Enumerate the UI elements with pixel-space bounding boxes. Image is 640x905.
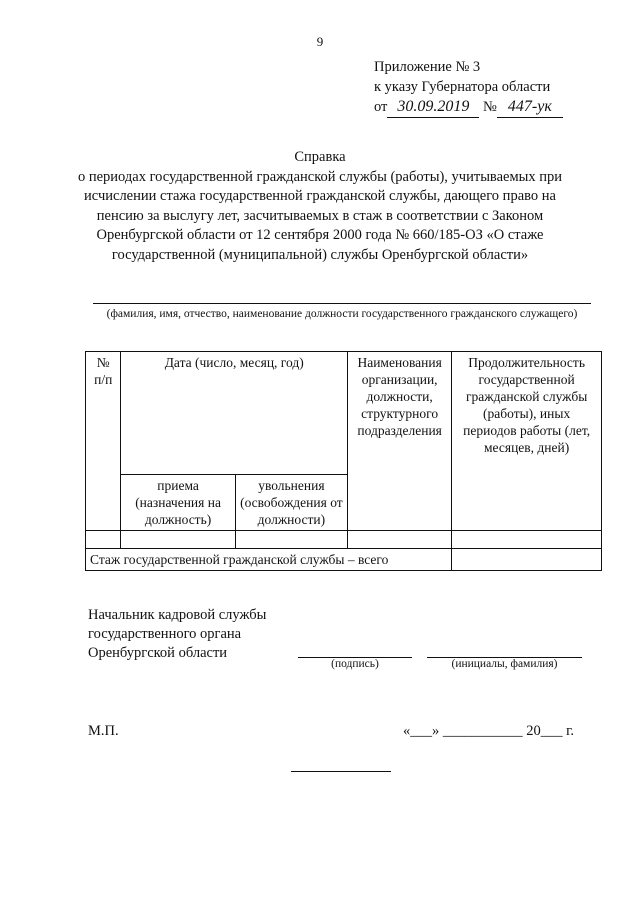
title-heading: Справка <box>294 149 346 165</box>
table-total-row <box>86 549 602 571</box>
subheader-dismiss: увольнения (освобождения от должности) <box>235 475 347 531</box>
signer-line2: государственного органа <box>88 626 242 642</box>
table-row <box>86 531 602 549</box>
appendix-date-line <box>374 97 563 118</box>
decree-number: 447-ук <box>497 97 563 118</box>
appendix-subtitle: к указу Губернатора области <box>374 79 551 95</box>
signer-line3: Оренбургской области <box>88 645 228 661</box>
table-cell <box>452 531 602 549</box>
closing-divider <box>291 771 391 772</box>
header-org: Наименования организации, должности, структурного подразделения <box>348 352 452 531</box>
signature-block <box>88 606 266 663</box>
total-label: Стаж государственной гражданской службы – всего <box>86 549 452 571</box>
name-caption: (инициалы, фамилия) <box>451 658 558 670</box>
appendix-title: Приложение № 3 <box>374 59 481 75</box>
decree-date: 30.09.2019 <box>387 97 479 118</box>
total-value <box>452 549 602 571</box>
fio-line <box>93 303 591 304</box>
table-cell <box>348 531 452 549</box>
periods-table <box>85 351 602 571</box>
date-field: «___» ___________ 20___ г. <box>403 723 575 739</box>
fio-caption: (фамилия, имя, отчество, наименование должности государственного гражданского служащего) <box>106 308 578 320</box>
appendix-block <box>374 57 563 118</box>
number-prefix: № <box>483 99 497 115</box>
table-cell <box>235 531 347 549</box>
table-header-row <box>86 352 602 475</box>
table-cell <box>121 531 235 549</box>
header-num: № п/п <box>86 352 121 531</box>
stamp-place-label: М.П. <box>88 723 119 739</box>
header-date: Дата (число, месяц, год) <box>121 352 348 475</box>
table-cell <box>86 531 121 549</box>
signature-caption: (подпись) <box>331 658 379 670</box>
signer-line1: Начальник кадровой службы <box>88 607 267 623</box>
subheader-hire: приема (назначения на должность) <box>121 475 235 531</box>
from-prefix: от <box>374 99 388 115</box>
document-title <box>60 148 580 265</box>
title-body: о периодах государственной гражданской службы (работы), учитываемых при исчислении стажа государственной гражданской службы, дающего право на пенсию за выслугу лет, засчитываемых в стаж в соответствии с Законом Оренбургской области от 12 сентября 2000 года № 660/185-ОЗ «О стаже государственной (муниципальной) службы Оренбургской области» <box>77 168 563 263</box>
page-number: 9 <box>316 34 324 49</box>
header-duration: Продолжительность государственной гражданской службы (работы), иных периодов работы (лет, месяцев, дней) <box>452 352 602 531</box>
